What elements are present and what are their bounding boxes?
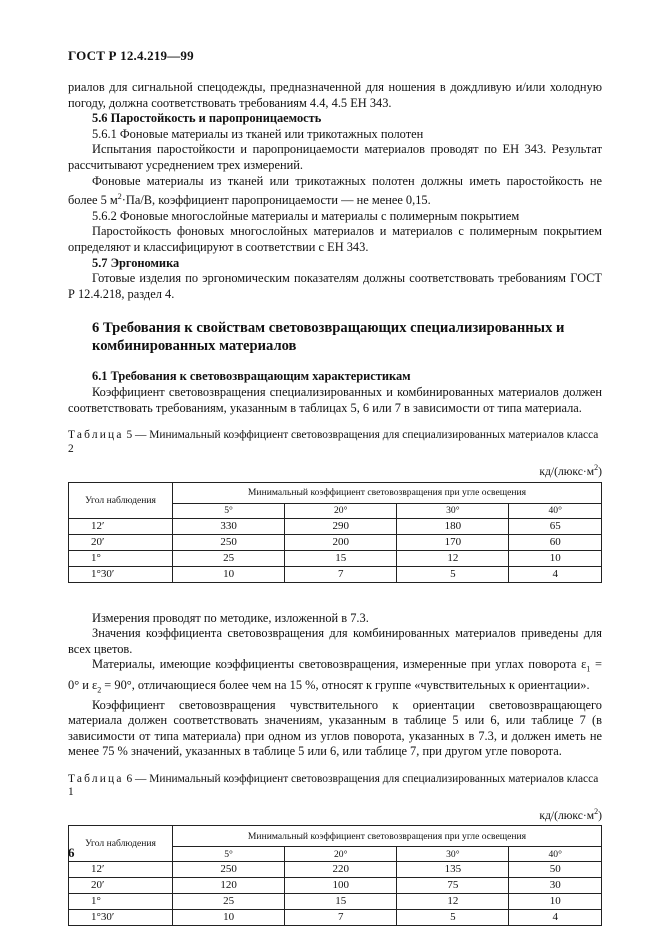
table-cell: 180 [397,518,509,534]
table-cell: 1°30′ [69,910,173,926]
table-cell: 330 [173,518,285,534]
table-6-unit-sup: 2 [594,806,599,816]
superscript-2: 2 [117,192,122,202]
table-cell: 12′ [69,518,173,534]
section-5-7-title: 5.7 Эргономика [92,255,180,270]
table-cell: 5 [397,910,509,926]
requirement-text-b: ·Па/В, коэффициент паропроницаемости — не менее 0,15. [121,193,431,208]
table-6-group-header: Минимальный коэффициент световозвращения при угле освещения [173,826,602,847]
table-row [69,878,602,894]
table-6-col-header: 20° [285,847,397,862]
table-5-col-header: 40° [509,503,602,518]
table-row [69,550,602,566]
table-cell: 1° [69,894,173,910]
table-cell: 5 [397,566,509,582]
table-5-unit-close: ) [598,465,602,479]
spacer [68,583,602,611]
orientation-paragraph [68,657,602,697]
table-cell: 1°30′ [69,566,173,582]
orientation-text-b: = 0° и ε [68,657,602,692]
table-6-caption [68,773,602,800]
table-6-row-header: Угол наблюдения [69,826,173,862]
table-5-unit-text: кд/(люкс·м [539,465,595,479]
table-cell: 100 [285,878,397,894]
intro-paragraph: риалов для сигнальной спецодежды, предназначенной для ношения в дождливую и/или холодную погоду, должна соответствовать требованиям 4.4, 4.5 ЕН 343. [68,80,602,110]
measurement-method-paragraph: Измерения проводят по методике, изложенной в 7.3. [92,610,369,625]
table-cell: 75 [397,878,509,894]
table-cell: 250 [173,862,285,878]
table-cell: 15 [285,894,397,910]
table-5-col-header: 30° [397,503,509,518]
table-5-unit [68,460,602,479]
table-5-caption [68,429,602,456]
section-5-6-1-title: 5.6.1 Фоновые материалы из тканей или трикотажных полотен [92,126,424,141]
section-6-title: 6 Требования к свойствам световозвращающих специализированных и комбинированных материалов [92,320,565,355]
table-cell: 12 [397,550,509,566]
table-cell: 170 [397,534,509,550]
table-cell: 25 [173,550,285,566]
table-cell: 250 [173,534,285,550]
table-5-unit-sup: 2 [594,463,599,473]
table-5-caption-text: 5 — Минимальный коэффициент световозвращения для специализированных материалов класса 2 [68,429,599,455]
subscript-1: 1 [586,664,591,674]
table-6-unit-text: кд/(люкс·м [539,808,595,822]
table-6-unit-close: ) [598,808,602,822]
table-cell: 4 [509,566,602,582]
table-cell: 290 [285,518,397,534]
table-cell: 10 [173,910,285,926]
table-6-col-header: 5° [173,847,285,862]
table-cell: 12 [397,894,509,910]
section-6-1-title: 6.1 Требования к световозвращающим характеристикам [92,369,411,384]
table-cell: 65 [509,518,602,534]
orientation-text-a: Материалы, имеющие коэффициенты световозвращения, измеренные при углах поворота ε [92,657,587,672]
table-cell: 4 [509,910,602,926]
table-cell: 120 [173,878,285,894]
table-5-col-header: 20° [285,503,397,518]
table-row [69,518,602,534]
section-5-6-2-paragraph: Паростойкость фоновых многослойных материалов и материалов с полимерным покрытием определяют и классифицируют в соответствии с ЕН 343. [68,224,602,255]
table-6-caption-text: 6 — Минимальный коэффициент световозвращения для специализированных материалов класса 1 [68,772,599,799]
table-cell: 10 [509,894,602,910]
section-5-6-1-paragraph: Испытания паростойкости и паропроницаемости материалов проводят по ЕН 343. Результат рассчитывают усреднением трех измерений. [68,142,602,172]
table-row [69,566,602,582]
table-cell: 200 [285,534,397,550]
table-5-row-header: Угол наблюдения [69,482,173,518]
table-row [69,894,602,910]
table-5-group-header: Минимальный коэффициент световозвращения при угле освещения [173,482,602,503]
orientation-text-c: = 90°, отличающиеся более чем на 15 %, относят к группе «чувствительных к ориентации». [101,677,590,692]
table-cell: 1° [69,550,173,566]
table-cell: 50 [509,862,602,878]
section-6-1-paragraph: Коэффициент световозвращения специализированных и комбинированных материалов должен соответствовать требованиям, указанным в таблицах 5, 6 или 7 в зависимости от типа материала. [68,385,602,415]
table-cell: 7 [285,910,397,926]
section-5-7-paragraph: Готовые изделия по эргономическим показателям должны соответствовать требованиям ГОСТ Р 12.4.218, раздел 4. [68,271,602,301]
table-cell: 60 [509,534,602,550]
section-5-6-title: 5.6 Паростойкость и паропроницаемость [92,111,322,126]
table-6-unit [68,804,602,823]
table-6 [68,825,602,926]
table-cell: 135 [397,862,509,878]
table-cell: 20′ [69,534,173,550]
table-row [69,862,602,878]
page-number: 6 [68,845,75,860]
table-row [69,910,602,926]
page-body [68,80,602,926]
table-cell: 12′ [69,862,173,878]
table-5-col-header: 5° [173,503,285,518]
table-cell: 15 [285,550,397,566]
requirement-text-a: Фоновые материалы из тканей или трикотажных полотен должны иметь паростойкость не более 5 м [68,173,602,208]
table-6-col-header: 30° [397,847,509,862]
combined-materials-paragraph: Значения коэффициента световозвращения для комбинированных материалов приведены для всех цветов. [68,626,602,656]
table-cell: 7 [285,566,397,582]
orientation-requirement-paragraph: Коэффициент световозвращения чувствительного к ориентации световозвращающего материала должен соответствовать значениям, указанным в таблице 5 или 6, или таблице 7 (в зависимости от типа материала) при одном из углов поворота, указанных в 7.3, и должен иметь не менее 75 % значений, указанных в таблице 5 или 6, или таблице 7, при другом угле поворота. [68,697,602,759]
table-6-col-header: 40° [509,847,602,862]
table-cell: 10 [509,550,602,566]
table-cell: 25 [173,894,285,910]
table-cell: 10 [173,566,285,582]
table-5 [68,482,602,583]
table-cell: 30 [509,878,602,894]
table-5-label: Таблица [68,429,124,442]
section-5-6-1-requirement [68,174,602,209]
table-cell: 220 [285,862,397,878]
subscript-2: 2 [97,684,102,694]
section-5-6-2-title: 5.6.2 Фоновые многослойные материалы и материалы с полимерным покрытием [92,208,520,223]
running-header: ГОСТ Р 12.4.219—99 [68,48,194,63]
table-cell: 20′ [69,878,173,894]
table-6-label: Таблица [68,772,124,785]
table-row [69,534,602,550]
